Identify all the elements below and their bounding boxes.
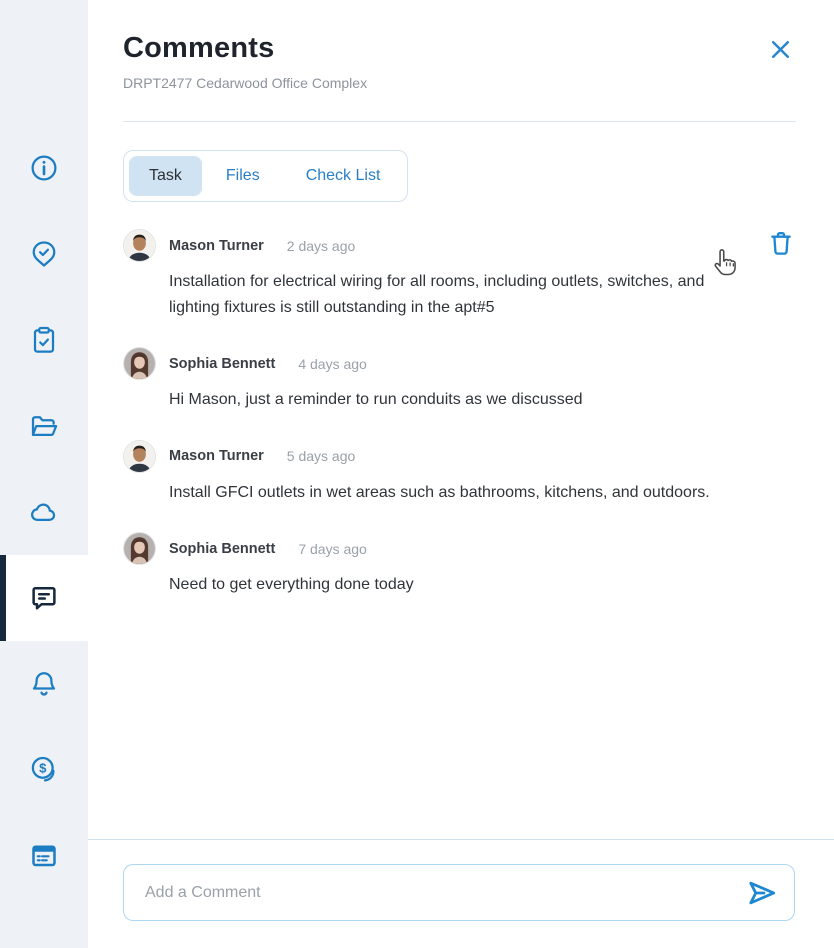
avatar-sophia xyxy=(123,532,156,565)
comment-author: Sophia Bennett xyxy=(169,355,276,372)
send-icon xyxy=(746,897,778,912)
comment-icon xyxy=(29,583,59,613)
comment-timestamp: 4 days ago xyxy=(298,355,367,372)
sidebar xyxy=(0,0,88,948)
sidebar-item-payments[interactable] xyxy=(0,727,88,813)
sidebar-item-cloud[interactable] xyxy=(0,469,88,555)
comment-item xyxy=(123,229,795,320)
folder-icon xyxy=(29,411,59,441)
comment-text: Hi Mason, just a reminder to run conduits as we discussed xyxy=(169,391,583,408)
comment-author: Mason Turner xyxy=(169,448,264,464)
comment-text: Need to get everything done today xyxy=(169,576,414,593)
tab-files[interactable]: Files xyxy=(204,156,282,196)
avatar-sophia xyxy=(123,347,156,380)
project-subtitle: DRPT2477 Cedarwood Office Complex xyxy=(123,75,368,91)
sidebar-item-reports[interactable] xyxy=(0,813,88,899)
comment-item xyxy=(123,347,795,413)
tab-bar xyxy=(123,150,408,202)
avatar-mason xyxy=(123,229,156,262)
comment-author: Mason Turner xyxy=(169,237,264,254)
comment-text: Install GFCI outlets in wet areas such as bathrooms, kitchens, and outdoors. xyxy=(169,483,710,501)
comment-item xyxy=(123,532,795,598)
comment-timestamp: 2 days ago xyxy=(286,237,356,254)
info-icon xyxy=(29,153,59,183)
sidebar-item-info[interactable] xyxy=(0,125,88,211)
close-icon xyxy=(768,50,793,65)
comment-list xyxy=(88,229,834,598)
comments-panel xyxy=(88,0,834,948)
send-button[interactable] xyxy=(746,877,778,909)
comment-input-box xyxy=(123,864,795,921)
sidebar-item-tasks[interactable] xyxy=(0,297,88,383)
comment-input[interactable] xyxy=(145,884,746,902)
comment-text: Installation for electrical wiring for all rooms, including outlets, switches, and lighting fixtures is still outstanding in the apt#5 xyxy=(169,273,705,316)
sidebar-item-notifications[interactable] xyxy=(0,641,88,727)
panel-header xyxy=(88,0,834,122)
table-icon xyxy=(29,841,59,871)
page-title: Comments xyxy=(123,32,275,64)
sidebar-item-files[interactable] xyxy=(0,383,88,469)
tab-check-list[interactable]: Check List xyxy=(284,156,403,196)
delete-comment-button[interactable] xyxy=(767,229,795,259)
cloud-icon xyxy=(29,497,59,527)
clipboard-check-icon xyxy=(29,325,59,355)
comment-timestamp: 7 days ago xyxy=(298,540,367,557)
close-button[interactable] xyxy=(768,37,793,62)
active-indicator xyxy=(0,555,6,641)
trash-icon xyxy=(767,245,795,260)
header-divider xyxy=(123,121,796,122)
sidebar-item-comments[interactable] xyxy=(0,555,88,641)
tab-task[interactable]: Task xyxy=(129,156,202,196)
avatar-mason xyxy=(123,440,156,473)
comment-item xyxy=(123,440,795,506)
check-pin-icon xyxy=(29,239,59,269)
dollar-coin-icon xyxy=(29,755,59,785)
svg-text:$: $ xyxy=(39,760,47,776)
comment-timestamp: 5 days ago xyxy=(286,448,356,464)
sidebar-item-approvals[interactable] xyxy=(0,211,88,297)
comment-composer xyxy=(88,839,834,948)
bell-icon xyxy=(29,669,59,699)
comment-author: Sophia Bennett xyxy=(169,540,276,557)
